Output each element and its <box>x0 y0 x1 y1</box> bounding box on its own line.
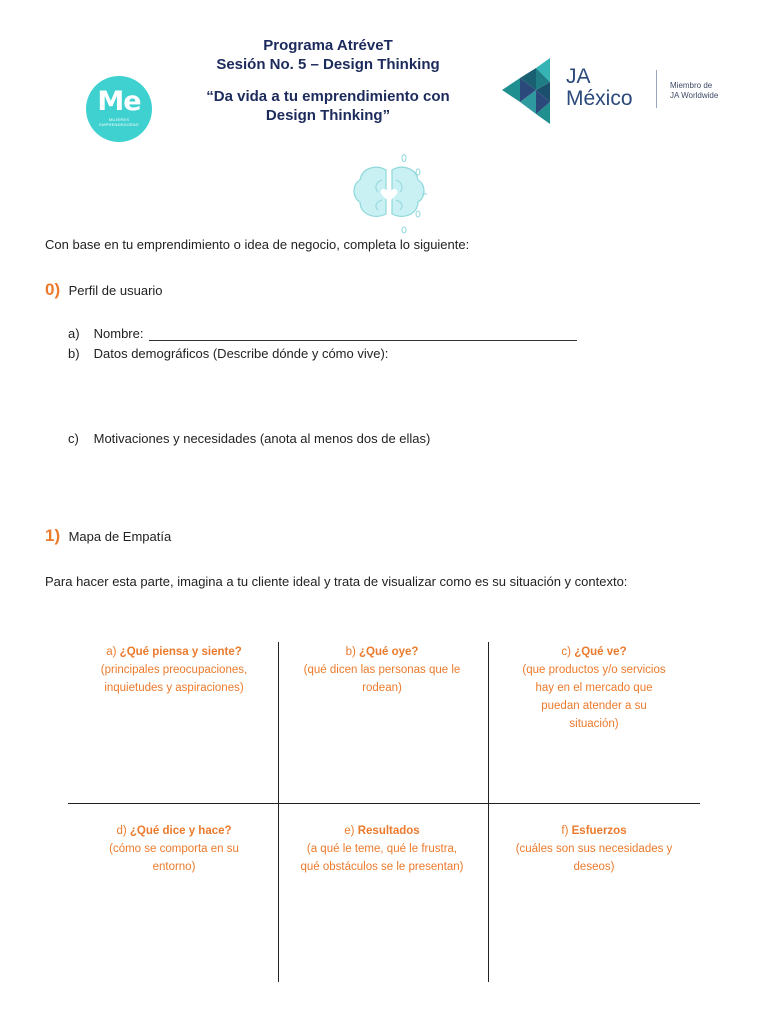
me-logo-subtext-1: MUJERES <box>108 117 130 122</box>
cell-hint: (que productos y/o servicios <box>522 664 666 676</box>
logo-divider <box>656 70 657 108</box>
list-item <box>68 326 577 341</box>
list-item <box>68 346 388 361</box>
empathy-cell-oye[interactable] <box>284 643 480 697</box>
ja-worldwide-member-text <box>670 81 718 101</box>
me-logo-text: Me <box>97 86 141 117</box>
cell-hint: inquietudes y aspiraciones) <box>104 682 244 694</box>
quote-line-2: Design Thinking” <box>265 107 391 124</box>
cell-title: ¿Qué oye? <box>359 646 419 658</box>
cell-title: Resultados <box>357 825 420 837</box>
intro-text: Con base en tu emprendimiento o idea de negocio, completa lo siguiente: <box>45 237 470 252</box>
section-0-title: Perfil de usuario <box>68 283 163 298</box>
cell-hint: (cuáles son sus necesidades y <box>515 843 673 855</box>
cell-hint: rodean) <box>362 682 402 694</box>
cell-letter: a) <box>106 646 117 658</box>
empathy-cell-ve[interactable] <box>496 643 692 733</box>
cell-title: ¿Qué dice y hace? <box>129 825 232 837</box>
section-1-heading <box>45 526 171 546</box>
cell-hint: (qué dicen las personas que le <box>303 664 461 676</box>
section-1-number: 1) <box>45 526 61 545</box>
cell-hint: (a qué le teme, qué le frustra, <box>306 843 458 855</box>
cell-letter: e) <box>344 825 355 837</box>
cell-letter: f) <box>561 825 569 837</box>
ja-logo-line-2: México <box>566 87 633 110</box>
item-label: a) <box>68 326 80 341</box>
empathy-cell-resultados[interactable] <box>284 822 480 876</box>
me-logo-subtext-2: EMPRENDEDORAS <box>99 122 139 127</box>
ja-member-line-1: Miembro de <box>670 81 713 90</box>
cell-title: ¿Qué ve? <box>574 646 627 658</box>
grid-divider-vertical-1 <box>278 642 279 982</box>
brain-heart-icon <box>346 150 432 236</box>
cell-hint: deseos) <box>573 861 615 873</box>
session-title: Sesión No. 5 – Design Thinking <box>216 56 440 73</box>
ja-mexico-logo-text <box>566 66 633 110</box>
quote-line-1: “Da vida a tu emprendimiento con <box>206 88 450 105</box>
item-text: Nombre: <box>93 326 144 341</box>
document-header <box>180 36 476 125</box>
section-1-title: Mapa de Empatía <box>68 529 172 544</box>
ja-member-line-2: JA Worldwide <box>670 91 719 100</box>
cell-title: ¿Qué piensa y siente? <box>119 646 242 658</box>
grid-divider-vertical-2 <box>488 642 489 982</box>
cell-hint: (cómo se comporta en su <box>109 843 239 855</box>
ja-logo-line-1: JA <box>566 65 591 88</box>
cell-letter: c) <box>561 646 571 658</box>
cell-hint: puedan atender a su <box>541 700 647 712</box>
cell-title: Esfuerzos <box>571 825 627 837</box>
empathy-cell-esfuerzos[interactable] <box>496 822 692 876</box>
cell-letter: d) <box>116 825 127 837</box>
list-item <box>68 431 430 446</box>
cell-hint: hay en el mercado que <box>535 682 653 694</box>
name-answer-line[interactable] <box>149 327 577 341</box>
item-label: c) <box>68 431 79 446</box>
cell-hint: (principales preocupaciones, <box>100 664 248 676</box>
grid-divider-horizontal <box>68 803 700 804</box>
section-0-number: 0) <box>45 280 61 299</box>
program-title: Programa AtréveT <box>263 37 393 54</box>
cell-hint: qué obstáculos se le presentan) <box>300 861 464 873</box>
section-1-instructions: Para hacer esta parte, imagina a tu cliente ideal y trata de visualizar como es su situación y contexto: <box>45 574 628 589</box>
cell-letter: b) <box>345 646 356 658</box>
section-0-heading <box>45 280 163 300</box>
cell-hint: situación) <box>569 718 619 730</box>
empathy-cell-dice-hace[interactable] <box>76 822 272 876</box>
item-text: Datos demográficos (Describe dónde y cómo vive): <box>93 346 389 361</box>
cell-hint: entorno) <box>152 861 196 873</box>
item-text: Motivaciones y necesidades (anota al menos dos de ellas) <box>93 431 431 446</box>
mujeres-emprendedoras-logo <box>86 76 152 142</box>
item-label: b) <box>68 346 80 361</box>
empathy-cell-piensa-siente[interactable] <box>76 643 272 697</box>
